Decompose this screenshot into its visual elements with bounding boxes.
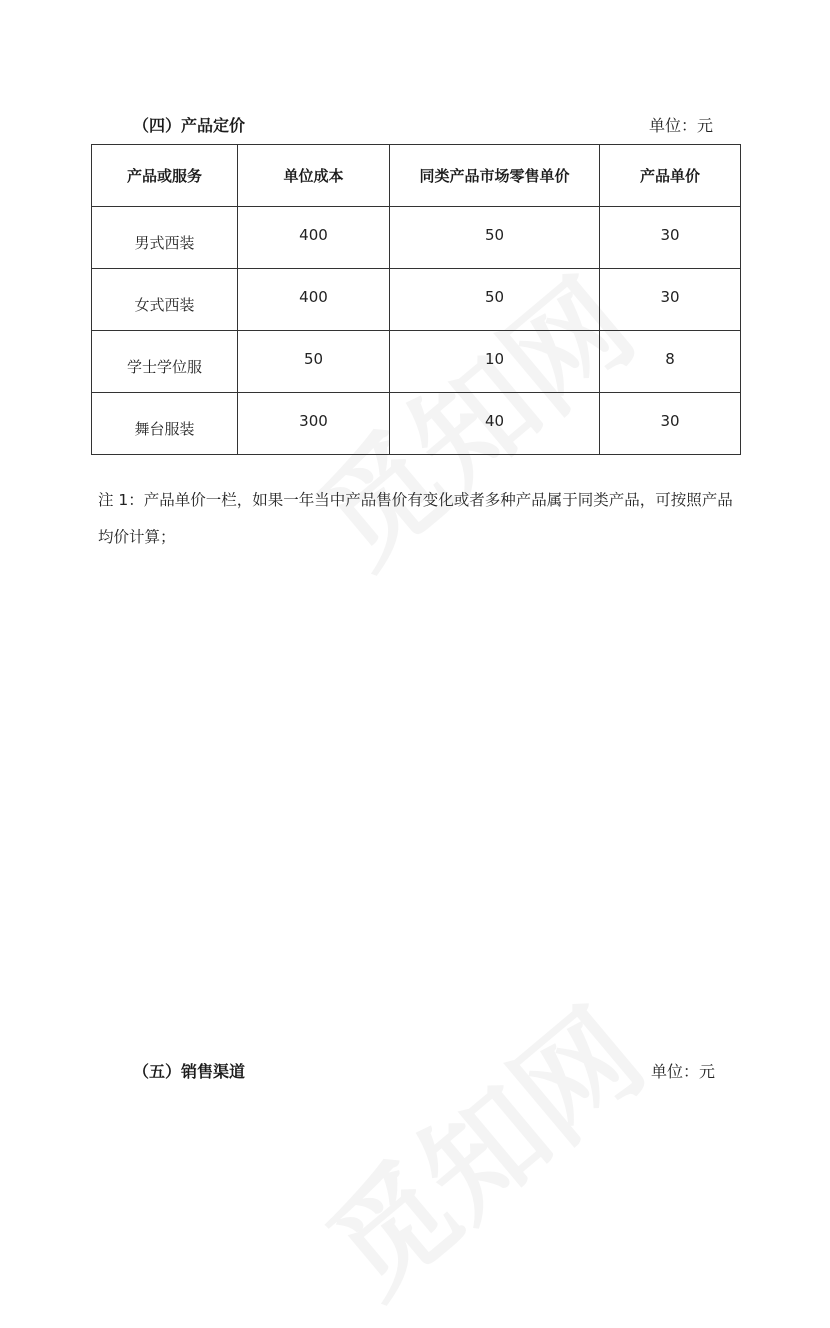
market-price: 50 <box>390 269 600 331</box>
table-header-row <box>92 145 741 207</box>
market-price: 10 <box>390 331 600 393</box>
table-note: 注 1：产品单价一栏，如果一年当中产品售价有变化或者多种产品属于同类产品，可按照产品均价计算； <box>98 491 733 546</box>
section-title-sales-channels: （五）销售渠道 <box>133 1062 246 1081</box>
table-row <box>92 207 741 269</box>
product-name: 舞台服装 <box>92 393 238 455</box>
unit-cost: 400 <box>238 269 390 331</box>
product-price: 30 <box>600 393 741 455</box>
product-name: 男式西装 <box>92 207 238 269</box>
table-row <box>92 331 741 393</box>
pricing-table <box>91 144 741 455</box>
unit-cost: 400 <box>238 207 390 269</box>
market-price: 50 <box>390 207 600 269</box>
column-header: 产品单价 <box>600 145 741 207</box>
unit-cost: 300 <box>238 393 390 455</box>
column-header: 单位成本 <box>238 145 390 207</box>
table-row <box>92 393 741 455</box>
column-header: 同类产品市场零售单价 <box>390 145 600 207</box>
column-header: 产品或服务 <box>92 145 238 207</box>
unit-label: 单位：元 <box>651 1062 716 1081</box>
unit-label: 单位：元 <box>649 116 714 135</box>
product-price: 8 <box>600 331 741 393</box>
product-price: 30 <box>600 207 741 269</box>
table-row <box>92 269 741 331</box>
product-name: 女式西装 <box>92 269 238 331</box>
section-title-pricing: （四）产品定价 <box>133 116 246 135</box>
unit-cost: 50 <box>238 331 390 393</box>
product-name: 学士学位服 <box>92 331 238 393</box>
market-price: 40 <box>390 393 600 455</box>
product-price: 30 <box>600 269 741 331</box>
watermark <box>287 964 673 1327</box>
